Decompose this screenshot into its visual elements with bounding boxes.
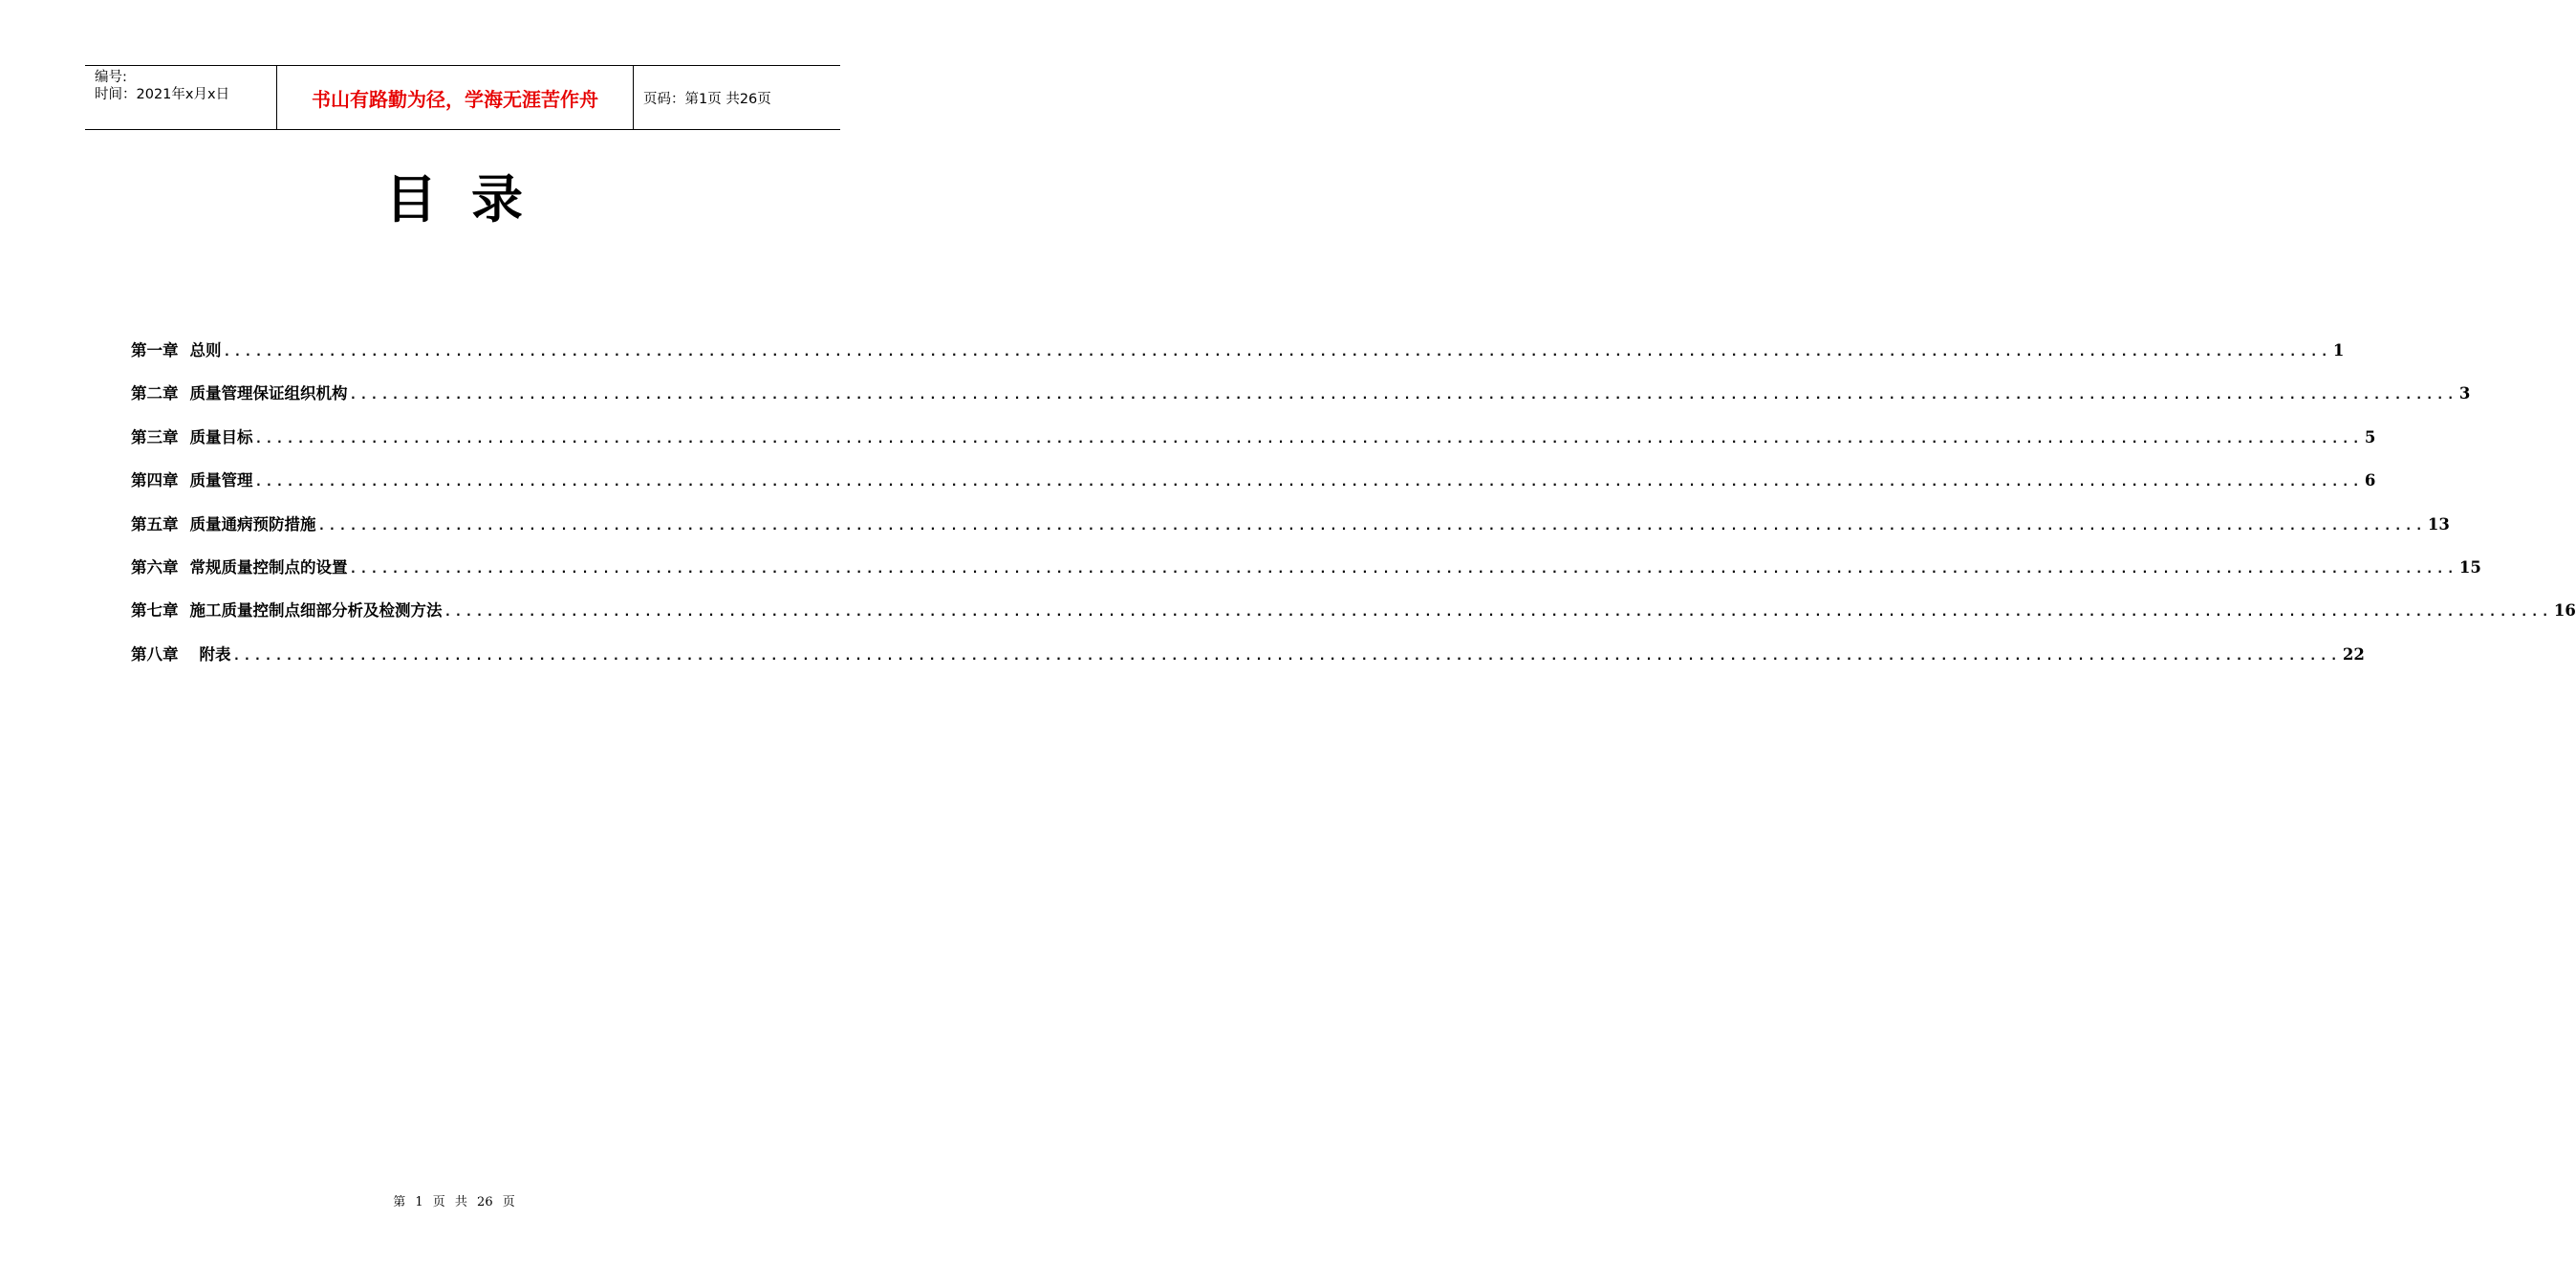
toc-leader-dots: ........................................................................................................................................................................................................ [254,475,2363,490]
toc-page-number: 3 [2458,384,2471,403]
toc-entry[interactable] [131,555,2481,598]
page-header [85,65,840,130]
page-footer: 第 1 页 共 26 页 [393,1195,515,1209]
toc-chapter-number: 第二章 [131,384,179,403]
table-of-contents [131,338,2576,685]
toc-leader-dots: ........................................................................................................................................................................................................ [349,561,2457,577]
toc-leader-dots: ........................................................................................................................................................................................................ [444,605,2552,621]
toc-page-number: 16 [2553,601,2576,621]
header-page-info: 页码：第1页 共26页 [643,91,771,107]
toc-leader-dots: ........................................................................................................................................................................................................ [317,518,2426,534]
toc-leader-dots: ........................................................................................................................................................................................................ [254,431,2363,446]
toc-page-number: 15 [2458,557,2481,577]
toc-entry[interactable] [131,512,2450,555]
toc-entry[interactable] [131,598,2576,641]
toc-chapter-name: 常规质量控制点的设置 [189,557,348,577]
toc-page-number: 6 [2364,471,2376,490]
toc-entry[interactable] [131,468,2376,511]
header-number-label: 编号: [95,70,127,85]
toc-entry[interactable] [131,642,2365,685]
toc-page-number: 13 [2427,514,2450,534]
toc-leader-dots: ........................................................................................................................................................................................................ [349,388,2457,403]
toc-chapter-name: 质量管理 [189,471,253,490]
header-time-label: 时间：2021年x月x日 [95,87,230,102]
toc-entry[interactable] [131,425,2376,468]
toc-chapter-name: 附表 [199,644,231,664]
toc-entry[interactable] [131,338,2345,381]
toc-page-number: 1 [2332,341,2345,359]
toc-page-number: 22 [2342,644,2365,664]
toc-chapter-number: 第七章 [131,601,179,621]
toc-leader-dots: ........................................................................................................................................................................................................ [232,648,2341,664]
toc-entry[interactable] [131,381,2471,424]
toc-chapter-number: 第四章 [131,471,179,490]
toc-chapter-name: 总则 [189,341,222,359]
document-title: 目录 [385,168,557,229]
toc-chapter-name: 质量通病预防措施 [189,514,316,534]
toc-chapter-number: 第一章 [131,341,179,359]
toc-leader-dots: ........................................................................................................................................................................................................ [223,345,2331,359]
header-left-cell [85,66,277,129]
header-motto: 书山有路勤为径，学海无涯苦作舟 [277,66,634,129]
toc-chapter-number: 第三章 [131,427,179,446]
toc-chapter-number: 第八章 [131,644,179,664]
toc-chapter-name: 施工质量控制点细部分析及检测方法 [189,601,443,621]
toc-chapter-number: 第五章 [131,514,179,534]
toc-chapter-name: 质量目标 [189,427,253,446]
toc-chapter-name: 质量管理保证组织机构 [189,384,348,403]
toc-page-number: 5 [2364,427,2376,446]
toc-chapter-number: 第六章 [131,557,179,577]
